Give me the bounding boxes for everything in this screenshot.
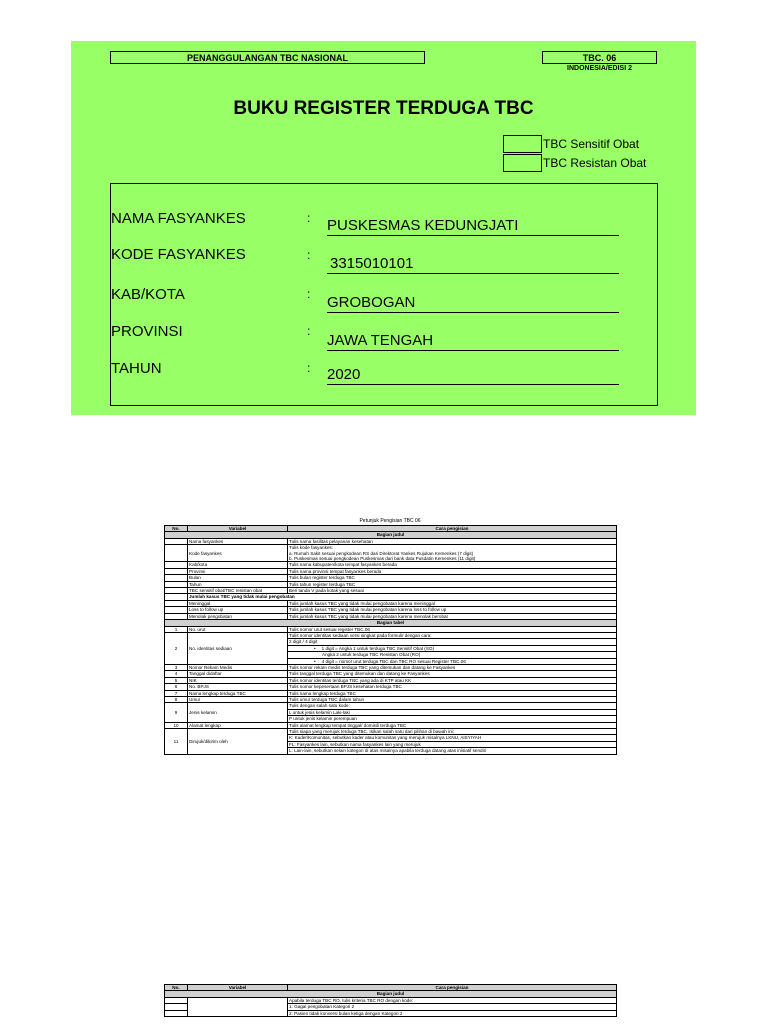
row-variabel: No. urut — [188, 626, 288, 632]
row-cara: Tulis nama provinsi tempat fasyankes berada — [288, 568, 617, 574]
field-label-kab: KAB/KOTA — [111, 286, 185, 303]
row-variabel: NIK — [188, 677, 288, 683]
row-variabel: Alamat lengkap — [188, 722, 288, 728]
row-variabel: Nama lengkap terduga TBC — [188, 690, 288, 696]
row-cara: Tulis tanggal terduga TBC yang ditemukan dan datang ke Fasyankes — [288, 671, 617, 677]
jumlah-header: Jumlah kasus TBC yang tidak mulai pengobatan — [188, 594, 617, 600]
row-no: 4 — [165, 671, 188, 677]
row-variabel: Jenis kelamin — [188, 703, 288, 722]
field-value-nama[interactable]: PUSKESMAS KEDUNGJATI — [327, 217, 619, 236]
row-variabel: TBC sensitif obat/TBC resistan obat — [188, 588, 288, 594]
section-bagian-judul: Bagian judul — [165, 532, 617, 538]
row-no: 8 — [165, 696, 188, 702]
row-cara: L: Lain-lain, sebutkan selain kategori di atas misalnya apabila terduga datang atas inisiatif sendiri — [288, 748, 617, 754]
section-bagian-judul: Bagian judul — [165, 991, 617, 997]
colon: : — [307, 361, 311, 375]
row-cara: Angka 2 untuk terduga TBC Resistan Obat (RO) — [288, 652, 617, 658]
row-variabel: Kab/kota — [188, 562, 288, 568]
row-cara: Tulis tahun register terduga TBC — [288, 581, 617, 587]
row-variabel: Dirujuk/dikirim oleh — [188, 729, 288, 755]
colon: : — [307, 211, 311, 225]
header-no: No. — [165, 985, 188, 991]
row-cara: Tulis bulan register terduga TBC — [288, 575, 617, 581]
table-row — [165, 545, 617, 562]
row-variabel: No. BPJS — [188, 684, 288, 690]
bullet: • — [314, 645, 316, 651]
page-title: BUKU REGISTER TERDUGA TBC — [233, 98, 534, 119]
row-variabel: Loss to follow up — [188, 607, 288, 613]
field-value-provinsi[interactable]: JAWA TENGAH — [327, 332, 619, 351]
row-variabel: No. identitas sediaan — [188, 632, 288, 664]
row-cara: FL: Fasyankes lain, sebutkan nama fasyankes lain yang merujuk — [288, 741, 617, 747]
row-variabel: Nomor Rekam Medis — [188, 664, 288, 670]
row-cara: Tulis jumlah kasus TBC yang tidak mulai pengobatan karena meninggal — [288, 600, 617, 606]
row-cara: Apabila terduga TBC RO, tulis kriteria TBC RO dengan kode: — [288, 997, 617, 1003]
row-variabel: Provinsi — [188, 568, 288, 574]
checkbox-sensitif[interactable] — [503, 135, 542, 153]
row-cara — [288, 545, 617, 562]
field-label-tahun: TAHUN — [111, 360, 162, 377]
cara-line: 4 digit = nomor urut terduga TBC dan TBC RO sesuai Register TBC.06 — [321, 658, 466, 664]
row-cara: 1: Gagal pengobatan Kategori 2 — [288, 1004, 617, 1010]
row-variabel: Kode fasyankes — [188, 545, 288, 562]
row-variabel: Tahun — [188, 581, 288, 587]
row-cara: Tulis nomor identitas sediaan versi singkat pada formulir dengan cara: — [288, 632, 617, 638]
edition-label: INDONESIA/EDISI 2 — [567, 65, 632, 72]
row-variabel: Nama fasyankes — [188, 538, 288, 544]
cara-line: Tulis kode fasyankes: — [289, 545, 334, 551]
row-cara: Tulis umur terduga TBC dalam tahun — [288, 696, 617, 702]
row-no: 9 — [165, 703, 188, 722]
header-cara: Cara pengisian — [288, 985, 617, 991]
guide-title: Petunjuk Pengisian TBC 06 — [359, 518, 421, 524]
option-label-resistan: TBC Resistan Obat — [543, 156, 647, 170]
guide-table — [164, 525, 617, 755]
row-cara: L untuk jenis kelamin Laki-laki — [288, 709, 617, 715]
row-cara: Tulis nama fasilitas pelayanan kesehatan — [288, 538, 617, 544]
row-cara: K: Kader/Komunitas, sebutkan kader atau komunitas yang merujuk misalnya LKNU, AISYIYAH — [288, 735, 617, 741]
bullet: • — [314, 658, 316, 664]
row-cara: Tulis nama lengkap terduga TBC — [288, 690, 617, 696]
checkbox-resistan[interactable] — [503, 154, 542, 172]
section-bagian-tabel: Bagian tabel — [165, 620, 617, 626]
field-value-kode[interactable] — [327, 255, 619, 274]
row-cara: Tulis jumlah kasus TBC yang tidak mulai pengobatan karena menolak berobat — [288, 613, 617, 619]
program-label: PENANGGULANGAN TBC NASIONAL — [110, 51, 425, 64]
cara-line: a. Rumah Sakit sesuai pengkodean RS dari Direktorat Yankes Rujukan Kemenkes (7 digit) — [289, 550, 474, 556]
header-no: No. — [165, 526, 188, 532]
cara-line: 1 digit = Angka 1 untuk terduga TBC Sensitif Obat (SO) — [321, 645, 435, 651]
row-variabel: Bulan — [188, 575, 288, 581]
row-no: 3 — [165, 664, 188, 670]
row-cara: Tulis nomor kepesertaan BPJS kesehatan terduga TBC — [288, 684, 617, 690]
row-cara: Tulis jumlah kasus TBC yang tidak mulai pengobatan karena loss to follow up — [288, 607, 617, 613]
row-no: 10 — [165, 722, 188, 728]
row-variabel: Tanggal didaftar — [188, 671, 288, 677]
row-no: 7 — [165, 690, 188, 696]
row-variabel: Menolak pengobatan — [188, 613, 288, 619]
row-no: 1 — [165, 626, 188, 632]
colon: : — [307, 248, 311, 262]
header-variabel: Variabel — [188, 526, 288, 532]
row-no: 2 — [165, 632, 188, 664]
field-label-nama: NAMA FASYANKES — [111, 210, 246, 227]
guide-table-2 — [164, 984, 617, 1017]
row-no: 6 — [165, 684, 188, 690]
row-cara: Tulis siapa yang merujuk terduga TBC. Isikan salah satu dari pilihan di bawah ini: — [288, 729, 617, 735]
option-label-sensitif: TBC Sensitif Obat — [543, 137, 640, 151]
row-cara: Beri tanda V pada kotak yang sesuai — [288, 588, 617, 594]
row-cara: P untuk jenis kelamin perempuan — [288, 716, 617, 722]
row-cara: Tulis nomor identitas terduga TBC yang ada di KTP atau KK — [288, 677, 617, 683]
cara-line: b. Puskesmas sesuai pengkodean Puskesmas dari bank data Pusdatin Kemenkes (11 digit) — [289, 556, 476, 562]
field-label-kode: KODE FASYANKES — [111, 246, 246, 263]
row-cara: Tulis alamat lengkap tempat tinggal/ domisili terduga TBC — [288, 722, 617, 728]
field-label-provinsi: PROVINSI — [111, 323, 183, 340]
row-variabel: Meninggal — [188, 600, 288, 606]
colon: : — [307, 324, 311, 338]
row-cara: 2: Pasien tidak konversi bulan ketiga dengan Kategori 2 — [288, 1010, 617, 1016]
field-value-tahun[interactable]: 2020 — [327, 366, 619, 385]
header-cara: Cara pengisian — [288, 526, 617, 532]
field-value-kab[interactable]: GROBOGAN — [327, 294, 619, 313]
row-no: 5 — [165, 677, 188, 683]
field-value-kode-text: 3315010101 — [330, 255, 414, 272]
form-code: TBC. 06 — [542, 51, 657, 64]
row-cara: Tulis nama kabupaten/kota tempat fasyankes berada — [288, 562, 617, 568]
row-cara: Tulis dengan salah satu kode: — [288, 703, 617, 709]
row-no: 11 — [165, 729, 188, 755]
row-cara: Tulis nomor rekam medis terduga TBC yang ditemukan dan datang ke Fasyankes — [288, 664, 617, 670]
row-cara: 2 digit / 4 digit — [288, 639, 617, 645]
header-variabel: Variabel — [188, 985, 288, 991]
row-variabel: Umur — [188, 696, 288, 702]
row-cara: Tulis nomor urut sesuai register TBC.06 — [288, 626, 617, 632]
colon: : — [307, 287, 311, 301]
